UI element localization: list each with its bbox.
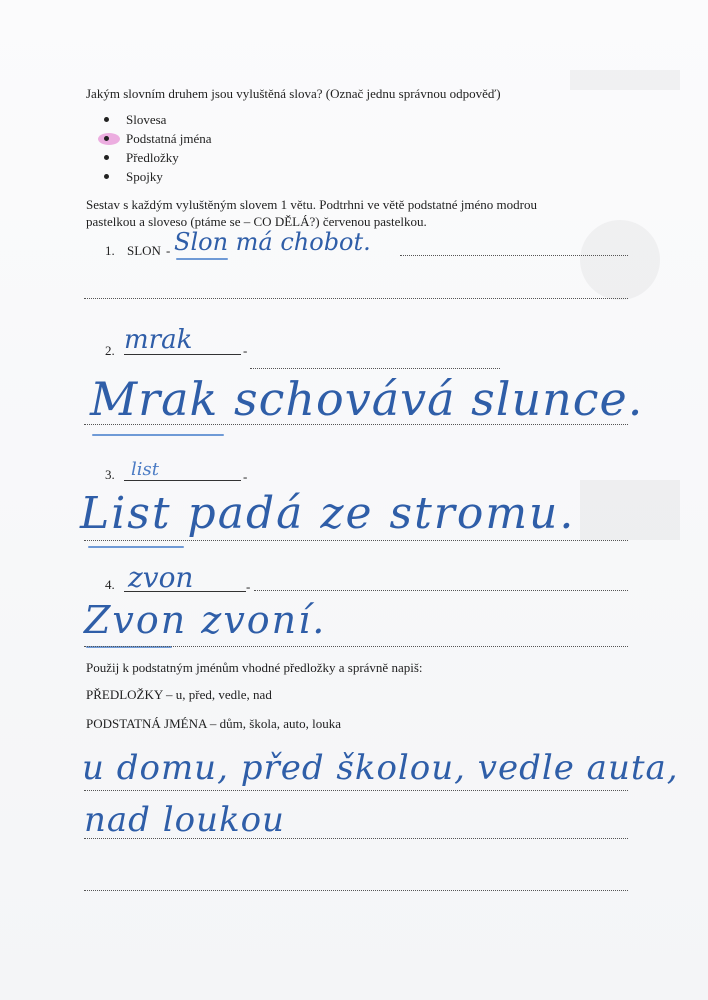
- item-3-noun-underline: [88, 546, 184, 548]
- item-3-dash: -: [243, 469, 248, 484]
- instruction-line-1: Sestav s každým vyluštěným slovem 1 větu. Podtrhni ve větě podstatné jméno modrou: [86, 197, 537, 212]
- item-3-word: list: [131, 459, 159, 480]
- item-1-line-b: [84, 298, 628, 299]
- item-4-dash: -: [246, 579, 251, 594]
- item-1-dash: -: [166, 243, 171, 258]
- item-3-line: [84, 540, 628, 541]
- item-3-blank: [124, 480, 241, 481]
- answer-options: [100, 110, 212, 186]
- option-podstatna-jmena: Podstatná jména: [100, 129, 212, 148]
- item-1-noun-underline: [176, 258, 228, 260]
- item-4-word: zvon: [128, 561, 194, 594]
- item-4-number: 4.: [105, 577, 115, 592]
- answer-line-3-rule: [84, 890, 628, 891]
- instruction-line-2: pastelkou a sloveso (ptáme se – CO DĚLÁ?) červenou pastelkou.: [86, 214, 427, 229]
- option-slovesa: Slovesa: [100, 110, 212, 129]
- item-1-word: SLON: [127, 243, 161, 258]
- bleed-through-graphics: [560, 60, 700, 560]
- item-2-line-a: [250, 368, 500, 369]
- question-1: Jakým slovním druhem jsou vyluštěná slova? (Označ jednu správnou odpověď): [86, 86, 501, 101]
- item-4-line-b: [84, 646, 628, 647]
- item-4-blank: [124, 591, 246, 592]
- option-predlozky: Předložky: [100, 148, 212, 167]
- answer-line-2: nad loukou: [84, 800, 285, 840]
- item-4-line-a: [254, 590, 628, 591]
- item-3-number: 3.: [105, 467, 115, 482]
- item-2-word: mrak: [124, 325, 193, 355]
- item-2-blank: [124, 354, 241, 355]
- item-2-noun-underline: [92, 434, 224, 436]
- item-2-sentence: Mrak schovává slunce.: [90, 372, 644, 426]
- nouns-label: PODSTATNÁ JMÉNA – dům, škola, auto, louka: [86, 716, 341, 731]
- item-1-number: 1.: [105, 243, 115, 258]
- item-1-sentence: Slon má chobot.: [174, 228, 371, 256]
- option-spojky: Spojky: [100, 167, 212, 186]
- answer-line-1: u domu, před školou, vedle auta,: [82, 748, 679, 788]
- task-2-instruction: Použij k podstatným jménům vhodné předložky a správně napiš:: [86, 660, 423, 675]
- item-1-line-a: [400, 255, 628, 256]
- answer-line-2-rule: [84, 838, 628, 839]
- item-2-number: 2.: [105, 343, 115, 358]
- item-2-line-b: [84, 424, 628, 425]
- item-3-sentence: List padá ze stromu.: [80, 488, 576, 539]
- answer-line-1-rule: [84, 790, 628, 791]
- item-4-sentence: Zvon zvoní.: [84, 598, 327, 642]
- item-2-dash: -: [243, 343, 248, 358]
- prepositions-label: PŘEDLOŽKY – u, před, vedle, nad: [86, 687, 272, 702]
